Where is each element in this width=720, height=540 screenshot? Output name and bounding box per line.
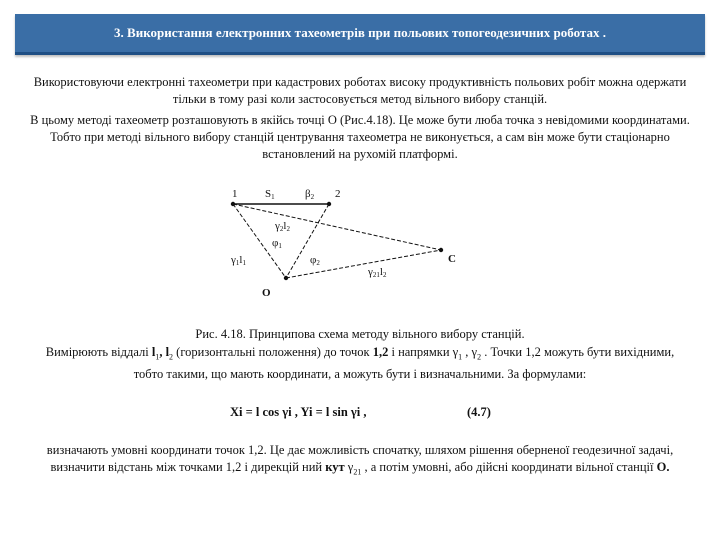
formula-xy: Xi = l cos γi , Yi = l sin γi , bbox=[230, 405, 367, 419]
label-point-1: 1 bbox=[232, 188, 238, 200]
label-phi2: φ2 bbox=[310, 254, 320, 267]
paragraph-intro: Використовуючи електронні тахеометри при кадастрових роботах високу продуктивність польових робіт можна одержати тільки в тому разі коли застосовується метод вільного вибору станцій. bbox=[33, 75, 687, 106]
label-beta2: β2 bbox=[305, 188, 315, 201]
label-gamma21-l2: γ21l2 bbox=[368, 266, 387, 279]
point-2-marker bbox=[327, 202, 331, 206]
label-gamma1-l1: γ1l1 bbox=[231, 254, 246, 267]
point-C-marker bbox=[439, 248, 443, 252]
figure-caption: Рис. 4.18. Принципова схема методу вільного вибору станцій. bbox=[195, 327, 525, 341]
formula-number: (4.7) bbox=[467, 405, 491, 419]
label-point-C: C bbox=[448, 253, 456, 265]
paragraph-conclusion: визначають умовні координати точок 1,2. Це дає можливість спочатку, шляхом рішення оберненої геодезичної задачі, визначити відстань між точками 1,2 і дирекцій ний кут $\gamma_{21}$ , а потім умовні, або дійсні координати вільної станції О. bbox=[46, 443, 674, 477]
label-s1: S1 bbox=[265, 188, 275, 201]
point-1-marker bbox=[231, 202, 235, 206]
line-1-C bbox=[233, 204, 441, 250]
line-2-O bbox=[286, 204, 329, 278]
label-gamma2-l2: γ2l2 bbox=[275, 220, 290, 233]
point-O-marker bbox=[284, 276, 288, 280]
label-point-2: 2 bbox=[335, 188, 341, 200]
paragraph-method-rest: невідомими координатами. Тобто при методі вільного вибору станцій центрування тахеометра не виконується, а сам він може бути стаціонарно встановлений на рухомій платформі. bbox=[50, 113, 690, 161]
paragraph-measure: Вимірюють віддалі $l_1$, $l_2$ (горизонтальні положення) до точок 1,2 і напрямки $\gamma_1$ , $\gamma_2$ . Точки 1,2 можуть бути вихідними, тобто такими, що мають координати, а можуть бути і визначальними. За формулами: bbox=[45, 345, 675, 381]
label-phi1: φ1 bbox=[272, 237, 282, 250]
label-point-O: O bbox=[262, 287, 271, 299]
slide-title: 3. Використання електронних тахеометрів при польових топогеодезичних роботах . bbox=[114, 25, 606, 40]
paragraph-method-line1: В цьому методі тахеометр розташовують в якійсь точці О (Рис.4.18). Це може бути люба точка з bbox=[30, 113, 543, 127]
